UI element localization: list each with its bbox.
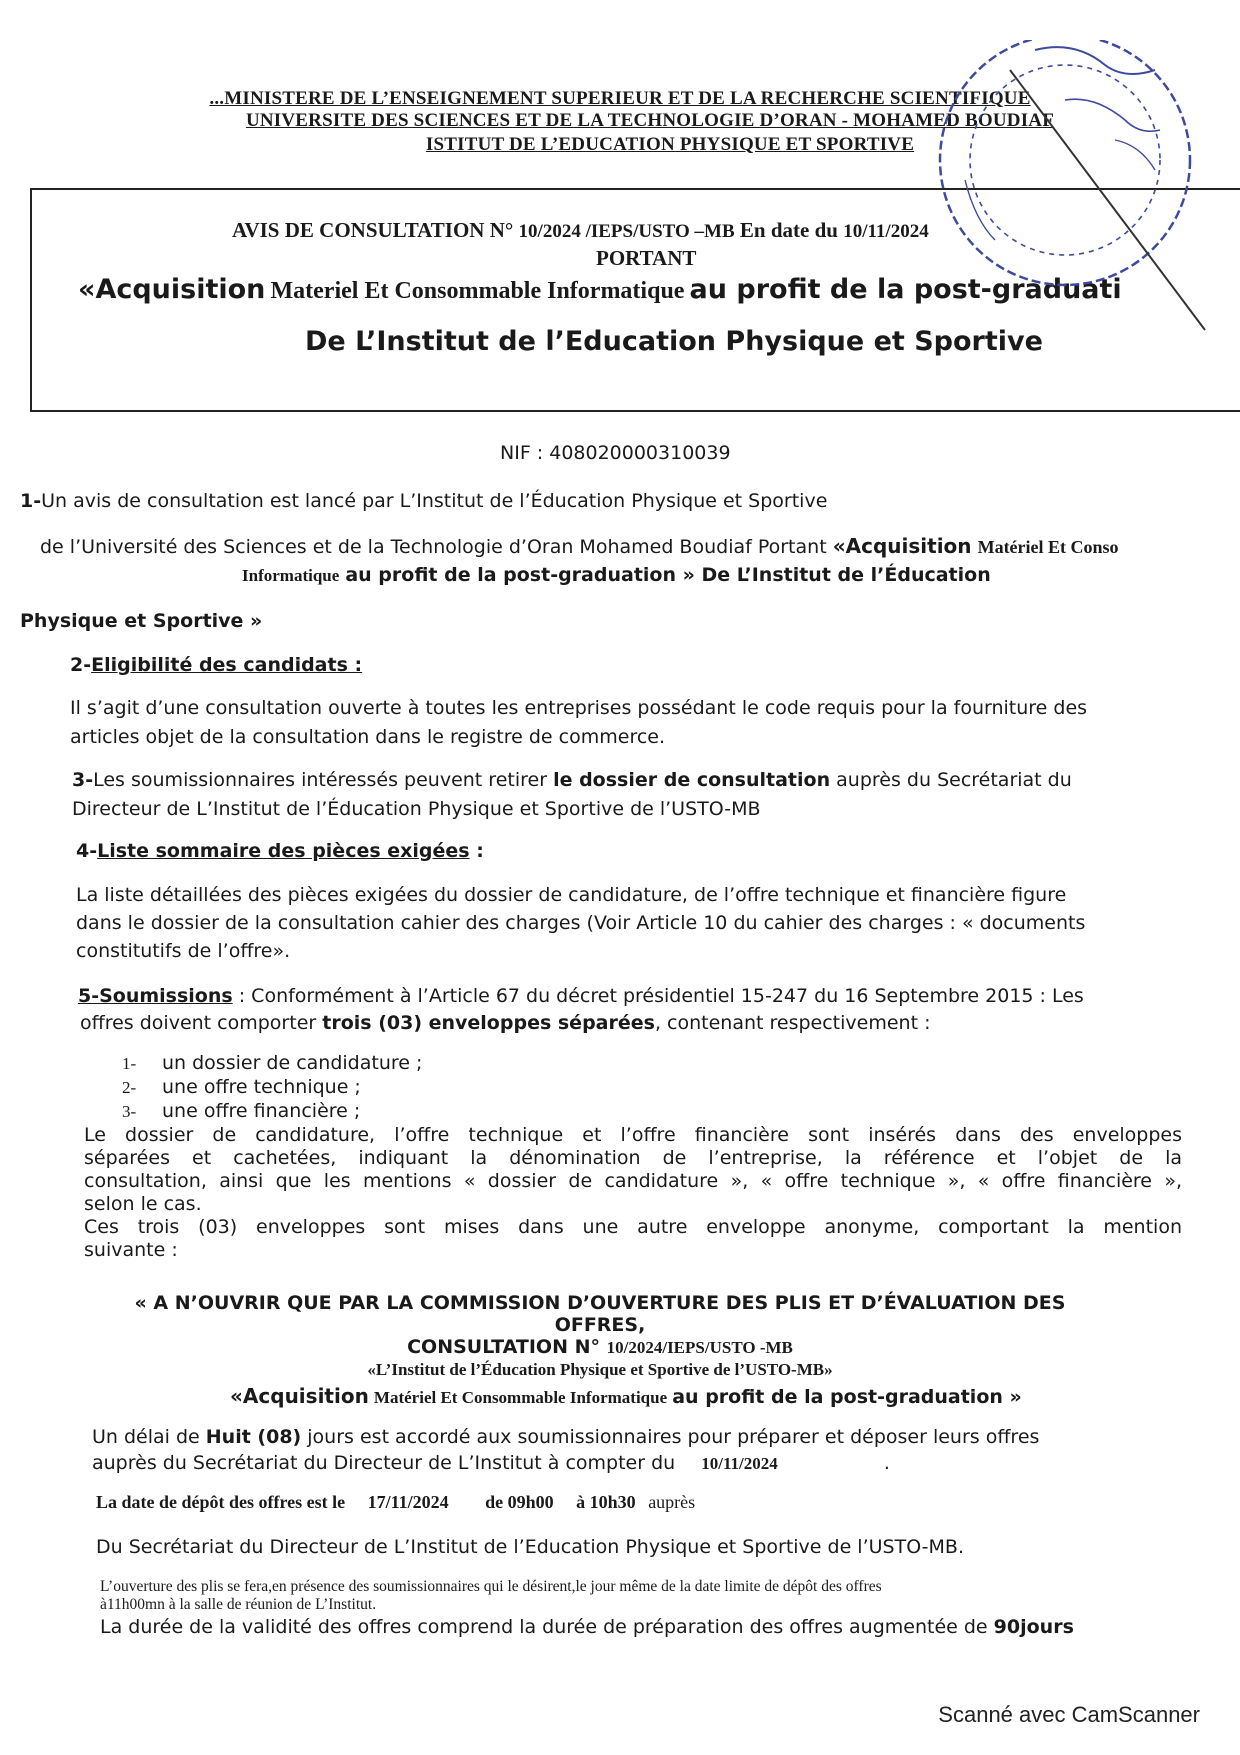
section-2-line2: articles objet de la consultation dans le registre de commerce. [70, 726, 666, 748]
institute-title: De L’Institut de l’Education Physique et Sportive [305, 326, 1043, 357]
delay-line2: auprès du Secrétariat du Directeur de L’Institut à compter du 10/11/2024 . [92, 1452, 890, 1474]
list-item: 3- une offre financière ; [122, 1100, 361, 1122]
opening-line2: à11h00mn à la salle de réunion de L’Institut. [100, 1596, 377, 1613]
list-item: 1- un dossier de candidature ; [122, 1052, 423, 1074]
section-5-line1: 5-Soumissions : Conformément à l’Article 67 du décret présidentiel 15-247 du 16 Septembre 2015 : Les [78, 985, 1084, 1007]
section-3-line1: 3-Les soumissionnaires intéressés peuvent retirer le dossier de consultation auprès du Secrétariat du [72, 769, 1072, 791]
deposit-line2: Du Secrétariat du Directeur de L’Institut de l’Education Physique et Sportive de l’USTO-MB. [96, 1536, 965, 1558]
section-1-line2: de l’Université des Sciences et de la Technologie d’Oran Mohamed Boudiaf Portant «Acquisition Matériel Et Conso [40, 534, 1119, 558]
section-4-line2: dans le dossier de la consultation cahier des charges (Voir Article 10 du cahier des charges : « documents [76, 912, 1086, 934]
deposit-line1: La date de dépôt des offres est le 17/11/2024 de 09h00 à 10h30 auprès [96, 1492, 696, 1512]
mention-line4: «L’Institut de l’Éducation Physique et Sportive de l’USTO-MB» [367, 1360, 833, 1379]
official-stamp [885, 40, 1235, 340]
opening-line3: La durée de la validité des offres comprend la durée de préparation des offres augmentée de 90jours [100, 1616, 1074, 1638]
envelopes-paragraph: Le dossier de candidature, l’offre technique et l’offre financière sont insérés dans des enveloppes séparées et cachetées, indiquant la dénomination de l’entreprise, la référence et l’objet de la consultation, ainsi que les mentions « dossier de candidature », « offre technique », « offre financière », selon le cas. Ces trois (03) enveloppes sont mises dans une autre enveloppe anonyme, comportant la mention suivante : [84, 1124, 1182, 1261]
list-item: 2- une offre technique ; [122, 1076, 361, 1098]
avis-line: AVIS DE CONSULTATION N° 10/2024 /IEPS/USTO –MB En date du 10/11/2024 [232, 218, 929, 242]
mention-line3: CONSULTATION N° 10/2024/IEPS/USTO -MB [407, 1336, 793, 1358]
mention-line2: OFFRES, [554, 1314, 646, 1336]
acquisition-title: «Acquisition Materiel Et Consommable Informatique au profit de la post-graduati [78, 274, 1122, 305]
institute-header: ISTITUT DE L’EDUCATION PHYSIQUE ET SPORTIVE [425, 134, 915, 155]
section-2-line1: Il s’agit d’une consultation ouverte à toutes les entreprises possédant le code requis pour la fourniture des [70, 697, 1088, 719]
section-5-line2: offres doivent comporter trois (03) enveloppes séparées, contenant respectivement : [80, 1012, 931, 1034]
section-4-line1: La liste détaillées des pièces exigées du dossier de candidature, de l’offre technique et financière figure [76, 884, 1067, 906]
section-4-heading: 4-Liste sommaire des pièces exigées : [76, 840, 484, 862]
camscanner-watermark: Scanné avec CamScanner [938, 1702, 1200, 1727]
delay-line1: Un délai de Huit (08) jours est accordé aux soumissionnaires pour préparer et déposer leurs offres [92, 1426, 1040, 1448]
section-1-line4: Physique et Sportive » [20, 610, 263, 632]
mention-line1: « A N’OUVRIR QUE PAR LA COMMISSION D’OUVERTURE DES PLIS ET D’ÉVALUATION DES [134, 1292, 1066, 1314]
university-header: UNIVERSITE DES SCIENCES ET DE LA TECHNOLOGIE D’ORAN - MOHAMED BOUDIAF [245, 110, 1055, 131]
ministry-header: ...MINISTERE DE L’ENSEIGNEMENT SUPERIEUR ET DE LA RECHERCHE SCIENTIFIQUE [209, 88, 1031, 109]
section-1-line3: Informatique au profit de la post-graduation » De L’Institut de l’Éducation [242, 564, 991, 586]
section-4-line3: constitutifs de l’offre». [76, 940, 291, 962]
nif-number: NIF : 408020000310039 [500, 442, 731, 464]
section-1-line1: 1-Un avis de consultation est lancé par L’Institut de l’Éducation Physique et Sportive [20, 490, 828, 512]
opening-line1: L’ouverture des plis se fera,en présence des soumissionnaires qui le désirent,le jour même de la date limite de dépôt des offres [100, 1578, 882, 1595]
section-3-line2: Directeur de L’Institut de l’Éducation Physique et Sportive de l’USTO-MB [72, 798, 761, 820]
portant-label: PORTANT [596, 246, 697, 270]
mention-line5: «Acquisition Matériel Et Consommable Informatique au profit de la post-graduation » [230, 1384, 1022, 1408]
section-2-heading: 2-Eligibilité des candidats : [70, 654, 363, 676]
submission-list [122, 1050, 422, 1122]
